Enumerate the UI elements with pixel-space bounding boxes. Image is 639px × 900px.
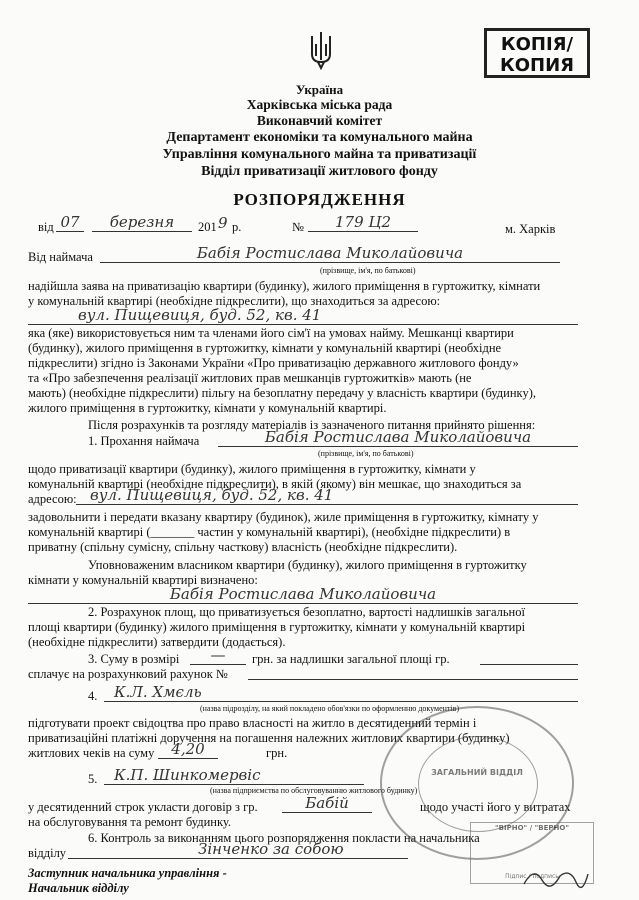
certification-stamp-signature: Підпис / подпись (505, 873, 559, 880)
para9-sum: 4,20 (158, 740, 218, 759)
item5-handwritten: К.П. Шинкомервіс (104, 766, 364, 785)
date-day: 07 (56, 213, 84, 232)
item4-handwritten: К.Л. Хмєль (104, 683, 578, 702)
para9-line3: житлових чеків на суму (28, 746, 155, 760)
para11-dept: відділу (28, 846, 67, 860)
date-year-digit: 9 (218, 214, 228, 232)
para11-handwritten: Зінченко за собою (68, 840, 408, 859)
para9-line2: приватизаційні платіжні доручення на погашення належних житлових квартири (будинку) (28, 731, 510, 745)
para10-line1-end: щодо участі його у витратах (420, 800, 571, 814)
address2-handwritten: вул. Пищевиця, буд. 52, кв. 41 (76, 486, 578, 505)
para8-label: 3. Суму в розмірі (88, 652, 180, 666)
official-seal-text: ЗАГАЛЬНИЙ ВІДДІЛ (431, 768, 523, 777)
para2-line4: та «Про забезпечення реалізації житлових прав мешканців гуртожитків» мають (не (28, 371, 472, 385)
para10-name: Бабій (282, 794, 372, 813)
item4-num: 4. (88, 689, 98, 703)
employer-name: Бабія Ростислава Миколайовича (100, 244, 560, 263)
trident-emblem-icon (306, 30, 336, 70)
para10-line1: у десятиденний строк укласти договір з гр. (28, 800, 258, 814)
para5-line1: задовольнити і передати вказану квартиру (будинок), жиле приміщення в гуртожитку, кімнату у (28, 510, 539, 524)
document-number: 179 Ц2 (308, 213, 418, 232)
para9-currency: грн. (266, 746, 288, 760)
item5-num: 5. (88, 772, 98, 786)
item1-label: 1. Прохання наймача (88, 434, 200, 448)
para11-line1: 6. Контроль за виконанням цього розпорядження покласти на начальника (88, 831, 480, 845)
signature-title-line2: Начальник відділу (28, 881, 129, 895)
para7-line2: площі квартири (будинку) жилого приміщення в гуртожитку, кімнати у комунальній квартирі (28, 620, 526, 634)
item4-hint: (назва підрозділу, на який покладено обов'язки по оформленню документів) (200, 704, 460, 713)
employer-label: Від наймача (28, 250, 93, 264)
para1-line1: надійшла заява на приватизацію квартири (будинку), жилого приміщення в гуртожитку, кімнати (28, 279, 541, 293)
para9-line1: підготувати проект свідоцтва про право власності на житло в десятиденний термін і (28, 716, 477, 730)
para8-account: сплачує на розрахунковий рахунок № (28, 667, 228, 681)
date-year-suffix: р. (232, 220, 242, 234)
para8-text: грн. за надлишки загальної площі гр. (252, 652, 450, 666)
para8-sum: — (190, 646, 246, 665)
header-management: Управління комунального майна та приватизації (162, 147, 477, 162)
header-department: Департамент економіки та комунального майна (166, 130, 473, 145)
item1-pib-hint: (прізвище, ім'я, по батькові) (318, 449, 414, 458)
para5-line3: приватну (спільну сумісну, спільну часткову) власність (необхідне підкреслити). (28, 540, 458, 554)
item1-name: Бабія Ростислава Миколайовича (218, 428, 578, 447)
copy-stamp-label: КОПІЯ/ КОПИЯ (499, 34, 574, 76)
para4-line1: щодо приватизації квартири (будинку), жилого приміщення в гуртожитку, кімнати у (28, 462, 476, 476)
para3: Після розрахунків та розгляду матеріалів із зазначеного питання прийнято рішення: (88, 418, 536, 432)
date-year-prefix: 201 (198, 220, 217, 234)
owner-handwritten: Бабія Ростислава Миколайовича (28, 585, 578, 604)
para1-line2: у комунальній квартирі (необхідне підкреслити), що знаходиться за адресою: (28, 294, 441, 308)
header-council: Харківська міська рада (246, 97, 393, 112)
para5-line2: комунальній квартирі (_______ частин у комунальній квартирі), (необхідне підкреслити) в (28, 525, 511, 539)
para2-line1: яка (яке) використовується ним та членами його сім'ї на умовах найму. Мешканці квартири (28, 326, 514, 340)
para2-line3: підкреслити) згідно із Законами України «Про приватизацію державного житлового фонду» (28, 356, 519, 370)
para4-address-label: адресою: (28, 492, 77, 506)
signature-title-line1: Заступник начальника управління - (28, 866, 227, 880)
official-seal-inner-ring (418, 736, 538, 832)
para8-blank (480, 664, 578, 665)
para6-line2: кімнати у комунальній квартирі визначено: (28, 573, 258, 587)
date-month: березня (92, 213, 192, 232)
para8-account-blank (248, 679, 578, 680)
item5-hint: (назва підприємства по обслуговуванню житлового будинку) (210, 786, 418, 795)
para2-line6: жилого приміщення в гуртожитку, кімнати у комунальній квартирі. (28, 401, 387, 415)
city: м. Харків (505, 222, 556, 236)
header-committee: Виконавчий комітет (256, 113, 383, 128)
header-division: Відділ приватизації житлового фонду (201, 164, 438, 179)
para2-line2: (будинку), жилого приміщення в гуртожитку, кімнати у комунальній квартирі (необхідне (28, 341, 502, 355)
para10-line2: на обслуговування та ремонт будинку. (28, 815, 231, 829)
number-label: № (292, 220, 304, 234)
pib-hint: (прізвище, ім'я, по батькові) (320, 266, 416, 275)
document-title: РОЗПОРЯДЖЕННЯ (233, 190, 406, 209)
header-country: Україна (295, 82, 344, 97)
date-from-label: від (38, 220, 54, 234)
para6-line1: Уповноваженим власником квартири (будинку), жилого приміщення в гуртожитку (88, 558, 527, 572)
copy-stamp (484, 28, 590, 78)
para7-line3: (необхідне підкреслити) затвердити (додається). (28, 635, 286, 649)
para7-line1: 2. Розрахунок площ, що приватизується безоплатно, вартості надлишків загальної (88, 605, 525, 619)
certification-stamp-title: "ВІРНО" / "ВЕРНО" (495, 824, 569, 832)
handwritten-signature (520, 862, 590, 892)
address-handwritten: вул. Пищевиця, буд. 52, кв. 41 (28, 306, 578, 325)
para2-line5: мають) (необхідне підкреслити) пільгу на безоплатну передачу у власність квартири (будинку), (28, 386, 536, 400)
para4-line2: комунальній квартирі (необхідне підкреслити), в якій (якому) він мешкає, що знаходиться за (28, 477, 522, 491)
